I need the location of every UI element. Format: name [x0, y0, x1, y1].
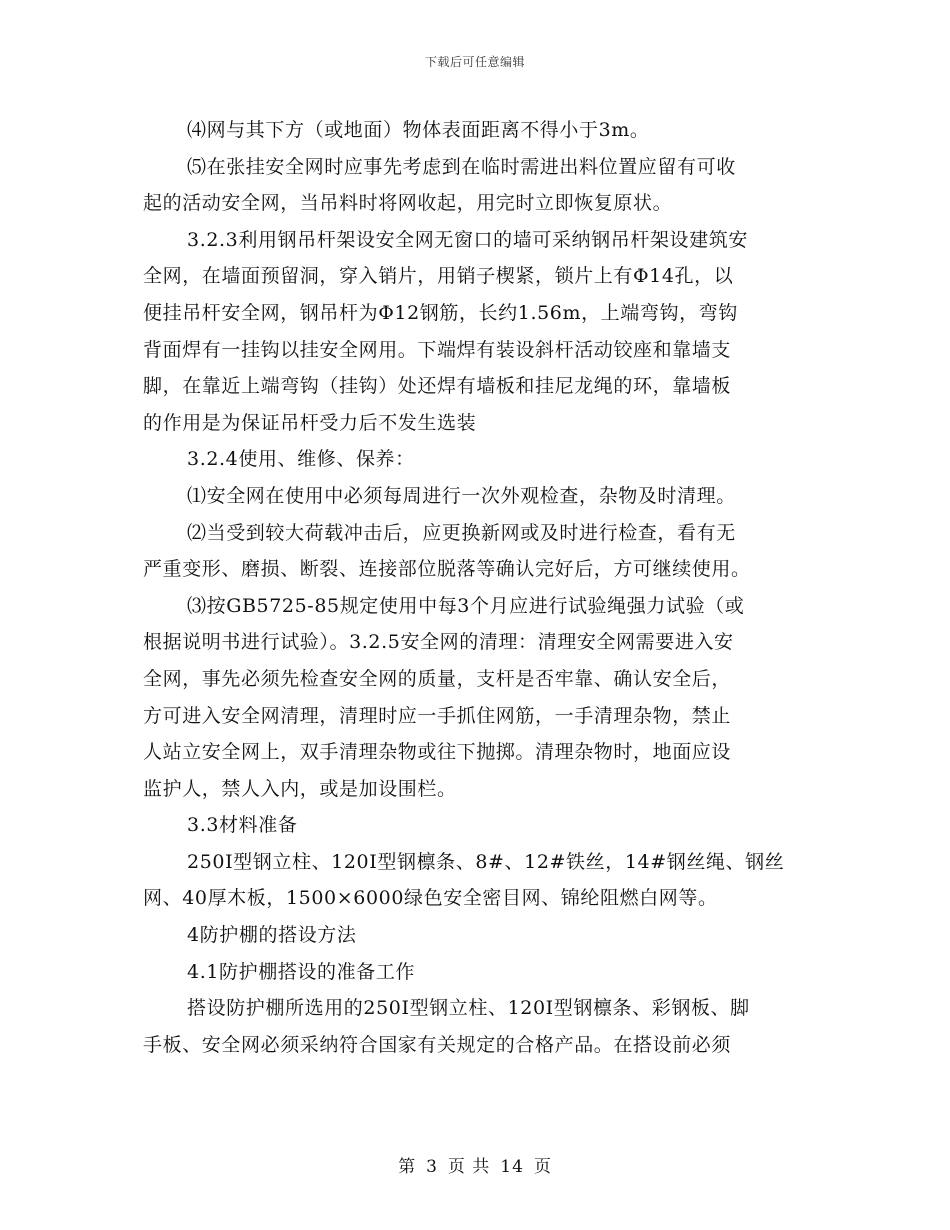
section-heading: 4防护棚的搭设方法	[187, 924, 357, 947]
section-heading: 4.1防护棚搭设的准备工作	[187, 960, 416, 983]
paragraph-line: ⑵当受到较大荷载冲击后，应更换新网或及时进行检查，看有无	[187, 521, 736, 544]
paragraph-line: 的作用是为保证吊杆受力后不发生选装	[143, 411, 477, 434]
paragraph-line: 250I型钢立柱、120I型钢檩条、8#、12#铁丝，14#钢丝绳、钢丝	[187, 850, 785, 873]
paragraph-line: 起的活动安全网，当吊料时将网收起，用完时立即恢复原状。	[143, 192, 673, 215]
paragraph-line: 全网，事先必须先检查安全网的质量，支杆是否牢靠、确认安全后，	[143, 667, 732, 690]
paragraph-line: 方可进入安全网清理，清理时应一手抓住网筋，一手清理杂物，禁止	[143, 704, 732, 727]
paragraph-line: 监护人，禁人入内，或是加设围栏。	[143, 777, 457, 800]
paragraph-line: ⑶按GB5725-85规定使用中每3个月应进行试验绳强力试验（或	[187, 594, 745, 617]
page-number: 3	[426, 1157, 438, 1177]
footer-middle: 页 共	[447, 1157, 491, 1177]
paragraph-line: 人站立安全网上，双手清理杂物或往下抛掷。清理杂物时，地面应设	[143, 741, 732, 764]
paragraph-line: 便挂吊杆安全网，钢吊杆为Φ12钢筋，长约1.56m，上端弯钩，弯钩	[143, 301, 738, 324]
paragraph-line: 全网，在墙面预留洞，穿入销片，用销子楔紧，锁片上有Φ14孔，以	[143, 265, 734, 288]
paragraph-line: ⑴安全网在使用中必须每周进行一次外观检查，杂物及时清理。	[187, 484, 736, 507]
paragraph-line: 背面焊有一挂钩以挂安全网用。下端焊有装设斜杆活动铰座和靠墙支	[143, 338, 732, 361]
section-heading: 3.3材料准备	[187, 814, 298, 837]
header-note: 下载后可任意编辑	[424, 55, 525, 69]
footer-suffix: 页	[533, 1157, 552, 1177]
body-text	[143, 112, 811, 1063]
paragraph-line: ⑷网与其下方（或地面）物体表面距离不得小于3m。	[187, 119, 650, 141]
paragraph-line: 3.2.3利用钢吊杆架设安全网无窗口的墙可采纳钢吊杆架设建筑安	[187, 228, 748, 251]
section-heading: 3.2.4使用、维修、保养：	[187, 448, 415, 471]
paragraph-line: 网、40厚木板，1500×6000绿色安全密目网、锦纶阻燃白网等。	[143, 887, 718, 910]
page-footer	[0, 1152, 950, 1177]
paragraph-line: 搭设防护棚所选用的250I型钢立柱、120I型钢檩条、彩钢板、脚	[187, 997, 750, 1020]
paragraph-line: 严重变形、磨损、断裂、连接部位脱落等确认完好后，方可继续使用。	[143, 558, 751, 581]
paragraph-line: ⑸在张挂安全网时应事先考虑到在临时需进出料位置应留有可收	[187, 155, 736, 178]
footer-prefix: 第	[398, 1157, 417, 1177]
paragraph-line: 脚，在靠近上端弯钩（挂钩）处还焊有墙板和挂尼龙绳的环，靠墙板	[143, 375, 732, 398]
paragraph-line: 手板、安全网必须采纳符合国家有关规定的合格产品。在搭设前必须	[143, 1033, 732, 1056]
paragraph-line: 根据说明书进行试验）。3.2.5安全网的清理：清理安全网需要进入安	[143, 631, 734, 654]
total-pages: 14	[500, 1157, 524, 1177]
